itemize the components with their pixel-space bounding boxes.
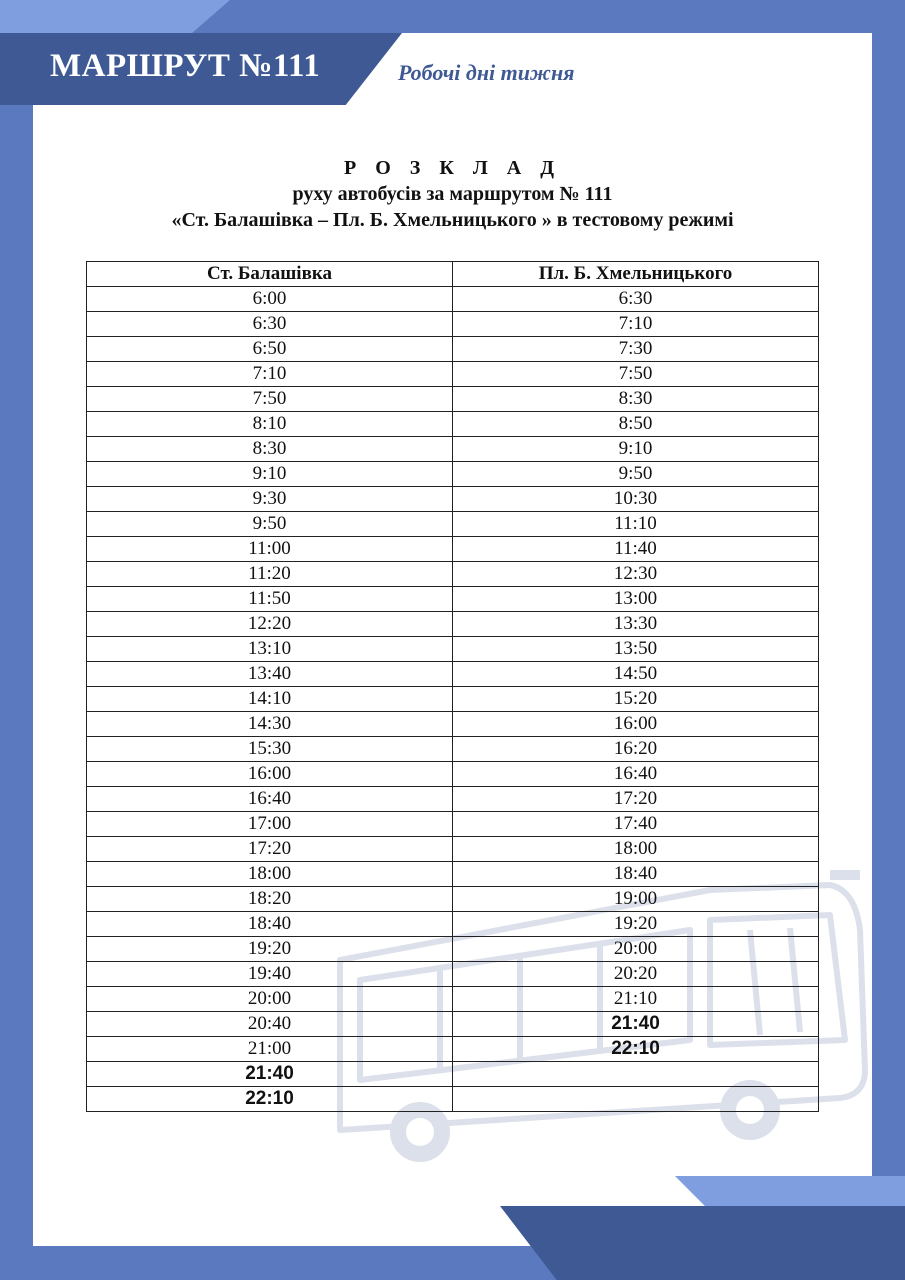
departure-khmelnytskoho-cell: 18:00 [453, 837, 819, 862]
departure-balashivka-cell: 6:00 [87, 287, 453, 312]
table-row [87, 612, 819, 637]
departure-khmelnytskoho-cell: 16:20 [453, 737, 819, 762]
departure-balashivka-cell: 8:10 [87, 412, 453, 437]
table-row [87, 962, 819, 987]
departure-khmelnytskoho-cell: 16:00 [453, 712, 819, 737]
departure-khmelnytskoho-cell: 20:00 [453, 937, 819, 962]
departure-khmelnytskoho-cell [453, 1087, 819, 1112]
departure-balashivka-cell: 14:30 [87, 712, 453, 737]
departure-khmelnytskoho-cell: 15:20 [453, 687, 819, 712]
departure-balashivka-cell: 18:20 [87, 887, 453, 912]
table-row [87, 912, 819, 937]
departure-khmelnytskoho-cell: 9:10 [453, 437, 819, 462]
table-header-row [87, 262, 819, 287]
table-row [87, 787, 819, 812]
departure-balashivka-cell: 21:40 [87, 1062, 453, 1087]
departure-khmelnytskoho-cell: 14:50 [453, 662, 819, 687]
departure-balashivka-cell: 8:30 [87, 437, 453, 462]
table-row [87, 312, 819, 337]
departure-balashivka-cell: 11:50 [87, 587, 453, 612]
table-row [87, 937, 819, 962]
departure-khmelnytskoho-cell: 20:20 [453, 962, 819, 987]
table-row [87, 987, 819, 1012]
departure-khmelnytskoho-cell: 13:30 [453, 612, 819, 637]
departure-khmelnytskoho-cell: 13:00 [453, 587, 819, 612]
departure-khmelnytskoho-cell: 22:10 [453, 1037, 819, 1062]
table-row [87, 462, 819, 487]
schedule-table [86, 261, 819, 1112]
departure-khmelnytskoho-cell: 21:10 [453, 987, 819, 1012]
departure-balashivka-cell: 19:20 [87, 937, 453, 962]
departure-balashivka-cell: 13:10 [87, 637, 453, 662]
table-row [87, 737, 819, 762]
schedule-heading: Р О З К Л А Д [344, 157, 561, 179]
departure-balashivka-cell: 19:40 [87, 962, 453, 987]
departure-balashivka-cell: 9:50 [87, 512, 453, 537]
table-row [87, 687, 819, 712]
departure-khmelnytskoho-cell: 6:30 [453, 287, 819, 312]
table-row [87, 587, 819, 612]
table-row [87, 762, 819, 787]
departure-khmelnytskoho-cell: 7:50 [453, 362, 819, 387]
departure-khmelnytskoho-cell: 19:20 [453, 912, 819, 937]
table-row [87, 437, 819, 462]
table-row [87, 412, 819, 437]
column-header-balashivka: Ст. Балашівка [87, 262, 453, 287]
departure-khmelnytskoho-cell: 16:40 [453, 762, 819, 787]
frame-accent-bottom-dark [500, 1206, 905, 1280]
table-row [87, 1087, 819, 1112]
table-row [87, 537, 819, 562]
departure-balashivka-cell: 16:00 [87, 762, 453, 787]
route-description: «Ст. Балашівка – Пл. Б. Хмельницького » в тестовому режимі [171, 209, 734, 231]
table-row [87, 512, 819, 537]
departure-balashivka-cell: 7:50 [87, 387, 453, 412]
departure-khmelnytskoho-cell: 12:30 [453, 562, 819, 587]
schedule-days-label: Робочі дні тижня [398, 60, 575, 85]
departure-balashivka-cell: 11:00 [87, 537, 453, 562]
departure-khmelnytskoho-cell: 21:40 [453, 1012, 819, 1037]
departure-balashivka-cell: 6:30 [87, 312, 453, 337]
table-row [87, 287, 819, 312]
departure-balashivka-cell: 22:10 [87, 1087, 453, 1112]
schedule-subheading: руху автобусів за маршрутом № 111 [292, 183, 613, 205]
table-row [87, 812, 819, 837]
departure-balashivka-cell: 16:40 [87, 787, 453, 812]
table-row [87, 837, 819, 862]
table-row [87, 487, 819, 512]
table-row [87, 1012, 819, 1037]
departure-khmelnytskoho-cell: 8:50 [453, 412, 819, 437]
table-row [87, 362, 819, 387]
departure-balashivka-cell: 20:00 [87, 987, 453, 1012]
departure-khmelnytskoho-cell [453, 1062, 819, 1087]
departure-khmelnytskoho-cell: 11:40 [453, 537, 819, 562]
departure-balashivka-cell: 17:00 [87, 812, 453, 837]
departure-balashivka-cell: 17:20 [87, 837, 453, 862]
departure-khmelnytskoho-cell: 9:50 [453, 462, 819, 487]
departure-balashivka-cell: 9:30 [87, 487, 453, 512]
table-row [87, 1037, 819, 1062]
column-header-khmelnytskoho: Пл. Б. Хмельницького [453, 262, 819, 287]
departure-khmelnytskoho-cell: 17:40 [453, 812, 819, 837]
departure-balashivka-cell: 21:00 [87, 1037, 453, 1062]
departure-khmelnytskoho-cell: 10:30 [453, 487, 819, 512]
table-row [87, 1062, 819, 1087]
departure-khmelnytskoho-cell: 19:00 [453, 887, 819, 912]
departure-khmelnytskoho-cell: 13:50 [453, 637, 819, 662]
departure-balashivka-cell: 14:10 [87, 687, 453, 712]
table-row [87, 637, 819, 662]
departure-khmelnytskoho-cell: 7:30 [453, 337, 819, 362]
table-row [87, 712, 819, 737]
departure-balashivka-cell: 9:10 [87, 462, 453, 487]
departure-balashivka-cell: 18:00 [87, 862, 453, 887]
departure-balashivka-cell: 7:10 [87, 362, 453, 387]
departure-balashivka-cell: 6:50 [87, 337, 453, 362]
table-row [87, 887, 819, 912]
departure-khmelnytskoho-cell: 17:20 [453, 787, 819, 812]
table-row [87, 387, 819, 412]
departure-balashivka-cell: 18:40 [87, 912, 453, 937]
route-title: МАРШРУТ №111 [50, 48, 321, 84]
table-row [87, 862, 819, 887]
departure-balashivka-cell: 13:40 [87, 662, 453, 687]
departure-balashivka-cell: 12:20 [87, 612, 453, 637]
departure-khmelnytskoho-cell: 11:10 [453, 512, 819, 537]
departure-balashivka-cell: 11:20 [87, 562, 453, 587]
departure-khmelnytskoho-cell: 8:30 [453, 387, 819, 412]
departure-khmelnytskoho-cell: 7:10 [453, 312, 819, 337]
table-row [87, 662, 819, 687]
table-row [87, 562, 819, 587]
departure-khmelnytskoho-cell: 18:40 [453, 862, 819, 887]
departure-balashivka-cell: 15:30 [87, 737, 453, 762]
table-row [87, 337, 819, 362]
departure-balashivka-cell: 20:40 [87, 1012, 453, 1037]
